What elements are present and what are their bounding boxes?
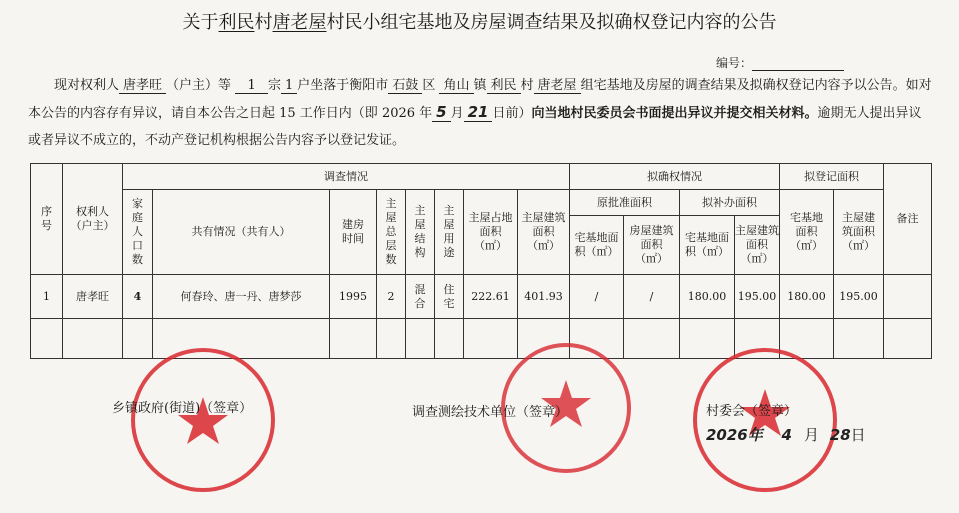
header-reg-land: 宅基地面积（㎡） xyxy=(780,190,834,275)
header-coowners: 共有情况（共有人） xyxy=(153,190,330,275)
header-confirm: 拟确权情况 xyxy=(570,164,780,190)
header-register: 拟登记面积 xyxy=(780,164,884,190)
notice-paragraph: 现对权利人 唐孝旺 （户主）等 1 宗 1 户坐落于衡阳市 石鼓 区 角山 镇 利民 村 唐老屋 组宅基地及房屋的调查结果及拟确权登记内容予以公告。如对本公告的内容存有异议，请自本公告之日起 15 工作日内（即 2026 年 5 月 21 日前）向当地村民委员会书面提出异议并提交相关材料。逾期无人提出异议或者异议不成立的，不动产登记机构根据公告内容予以登记发证。 xyxy=(28,78,932,148)
cell-reg-build: 195.00 xyxy=(834,275,884,319)
notice-title: 关于利民村唐老屋村民小组宅基地及房屋调查结果及拟确权登记内容的公告 xyxy=(182,12,777,33)
cell-note xyxy=(884,275,932,319)
header-owner: 权利人（户主） xyxy=(63,164,123,275)
town-seal xyxy=(128,345,278,495)
header-orig-build: 房屋建筑面积（㎡） xyxy=(624,216,680,275)
header-orig-land: 宅基地面积（㎡） xyxy=(570,216,624,275)
header-make-land: 宅基地面积（㎡） xyxy=(680,216,735,275)
header-orig: 原批准面积 xyxy=(570,190,680,216)
header-buildarea: 主屋建筑面积（㎡） xyxy=(518,190,570,275)
header-floors: 主屋总层数 xyxy=(377,190,406,275)
cell-build: 401.93 xyxy=(518,275,570,319)
header-seq: 序号 xyxy=(31,164,63,275)
header-buildtime: 建房时间 xyxy=(330,190,377,275)
cell-orig-land: / xyxy=(570,275,624,319)
signing-date: 2026年 4 月 28日 xyxy=(706,426,866,444)
cell-orig-build: / xyxy=(624,275,680,319)
cell-land: 222.61 xyxy=(464,275,518,319)
table-row xyxy=(31,275,932,319)
cell-make-build: 195.00 xyxy=(735,275,780,319)
doc-number: 编号： xyxy=(716,54,844,71)
header-reg-build: 主屋建筑面积（㎡） xyxy=(834,190,884,275)
cell-owner: 唐孝旺 xyxy=(63,275,123,319)
town-signature-label: 乡镇政府(街道)（签章） xyxy=(112,401,253,416)
cell-family: 4 xyxy=(123,275,153,319)
header-make-build: 主屋建筑面积（㎡） xyxy=(735,216,780,275)
survey-signature-label: 调查测绘技术单位（签章） xyxy=(412,405,569,420)
header-family: 家庭人口数 xyxy=(123,190,153,275)
village-signature-label: 村委会（签章） xyxy=(706,404,798,419)
cell-seq: 1 xyxy=(31,275,63,319)
cell-make-land: 180.00 xyxy=(680,275,735,319)
cell-reg-land: 180.00 xyxy=(780,275,834,319)
header-use: 主屋用途 xyxy=(435,190,464,275)
header-make: 拟补办面积 xyxy=(680,190,780,216)
header-note: 备注 xyxy=(884,164,932,275)
header-landarea: 主屋占地面积（㎡） xyxy=(464,190,518,275)
survey-table xyxy=(30,163,932,359)
cell-buildtime: 1995 xyxy=(330,275,377,319)
cell-struct: 混合 xyxy=(406,275,435,319)
cell-coowners: 何春玲、唐一丹、唐梦莎 xyxy=(153,275,330,319)
cell-use: 住宅 xyxy=(435,275,464,319)
cell-floors: 2 xyxy=(377,275,406,319)
header-survey: 调查情况 xyxy=(123,164,570,190)
header-struct: 主屋结构 xyxy=(406,190,435,275)
village-seal xyxy=(690,345,840,495)
